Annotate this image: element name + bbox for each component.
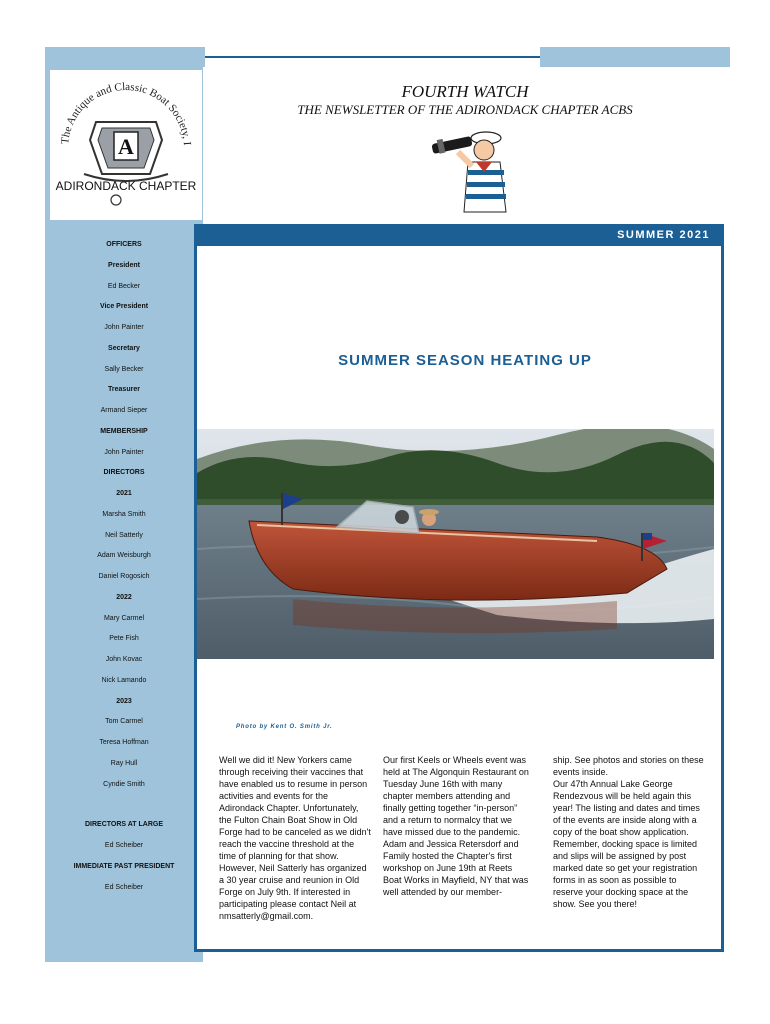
sidebar-item: Sally Becker xyxy=(104,365,144,373)
logo-graphic xyxy=(50,70,202,220)
top-bar xyxy=(45,47,205,67)
logo-letter: A xyxy=(118,134,134,159)
sailor-illustration xyxy=(428,124,520,220)
sidebar-item: DIRECTORS xyxy=(103,469,145,477)
article-column-1 xyxy=(219,754,371,922)
sidebar-item: Ed Scheiber xyxy=(104,883,144,891)
sidebar-item: John Kovac xyxy=(105,656,143,663)
sidebar-item: Tom Carmel xyxy=(105,718,143,726)
article-column-3 xyxy=(553,754,705,910)
sidebar-item: Daniel Rogosich xyxy=(98,573,150,580)
newsletter-subtitle: THE NEWSLETTER OF THE ADIRONDACK CHAPTER ACBS xyxy=(297,102,633,117)
sidebar-item: IMMEDIATE PAST PRESIDENT xyxy=(73,862,175,870)
sidebar-item: 2021 xyxy=(116,490,132,497)
sidebar-item: Nick Lamando xyxy=(101,676,147,684)
sidebar-item: OFFICERS xyxy=(106,241,142,248)
logo-chapter: ADIRONDACK CHAPTER xyxy=(55,179,197,193)
article-paragraph: Adam and Jessica Retersdorf and Family hosted the Chapter's first workshop on June 19th at Reets Boat Works in Mayfield, NY that was well attended by our member- xyxy=(383,839,529,897)
sidebar-item: Secretary xyxy=(108,344,140,352)
sidebar-item: Armand Sieper xyxy=(100,407,148,414)
sidebar-item: Ed Becker xyxy=(107,282,141,290)
article-paragraph: Our 47th Annual Lake George Rendezvous will be held again this year! The listing and dates and times of the events are inside along with a copy of the boat show application. Remember, docking space is limited and slips will be assigned by post marked date so get your registration forms in as soon as possible to reserve your docking space at the show. See you there! xyxy=(553,779,700,909)
sidebar-item: 2022 xyxy=(116,593,132,601)
sidebar-item: 2023 xyxy=(116,697,132,705)
top-right-bar xyxy=(540,47,730,67)
sidebar-item: Cyndie Smith xyxy=(103,780,145,788)
sidebar-item: President xyxy=(108,261,140,269)
logo-arc-text: The Antique and Classic Boat Society, I xyxy=(59,80,193,146)
sidebar-item: Neil Satterly xyxy=(105,531,143,539)
article-headline: SUMMER SEASON HEATING UP xyxy=(338,352,592,369)
sidebar-item: DIRECTORS AT LARGE xyxy=(84,821,164,829)
sidebar-item: Pete Fish xyxy=(109,635,139,643)
acbs-logo xyxy=(50,70,202,220)
sidebar-item: MEMBERSHIP xyxy=(100,427,148,435)
boat-photo xyxy=(197,429,714,659)
sidebar-item: John Painter xyxy=(104,324,144,331)
photo-credit: Photo by Kent O. Smith Jr. xyxy=(236,724,333,730)
sidebar-item: Marsha Smith xyxy=(102,510,146,518)
sidebar-item: Treasurer xyxy=(108,386,140,394)
article-paragraph: Well we did it! New Yorkers came through receiving their vaccines that have enabled us to resume in person activities and events for the Adirondack Chapter. Unfortunately, the Fulton Chain Boat Show in Old Forge had to be canceled as we didn't reach the vaccine threshold at the time of planning for that show. However, Neil Satterly has organized a 30 year cruise and reunion in Old Forge on July 9th. If interested in participating please contact Neil at nmsatterly@gmail.com. xyxy=(219,755,371,921)
sidebar-item: Ed Scheiber xyxy=(104,842,144,849)
newsletter-title: FOURTH WATCH xyxy=(401,82,529,101)
sidebar-item: Vice President xyxy=(99,303,149,311)
sidebar-item: Ray Hull xyxy=(110,759,138,767)
sidebar-item: John Painter xyxy=(104,448,144,456)
issue-label: SUMMER 2021 xyxy=(617,229,710,241)
sidebar-item: Teresa Hoffman xyxy=(99,739,149,746)
article-column-2 xyxy=(383,754,533,898)
article-paragraph: Our first Keels or Wheels event was held at The Algonquin Restaurant on Tuesday June 16th with many chapter members attending and finally getting together “in-person” and a return to normalcy that we have missed due to the pandemic. xyxy=(383,755,529,837)
sidebar-item: Adam Weisburgh xyxy=(97,552,151,560)
sidebar-item: Mary Carmel xyxy=(103,614,145,622)
article-paragraph: ship. See photos and stories on these events inside. xyxy=(553,755,704,777)
